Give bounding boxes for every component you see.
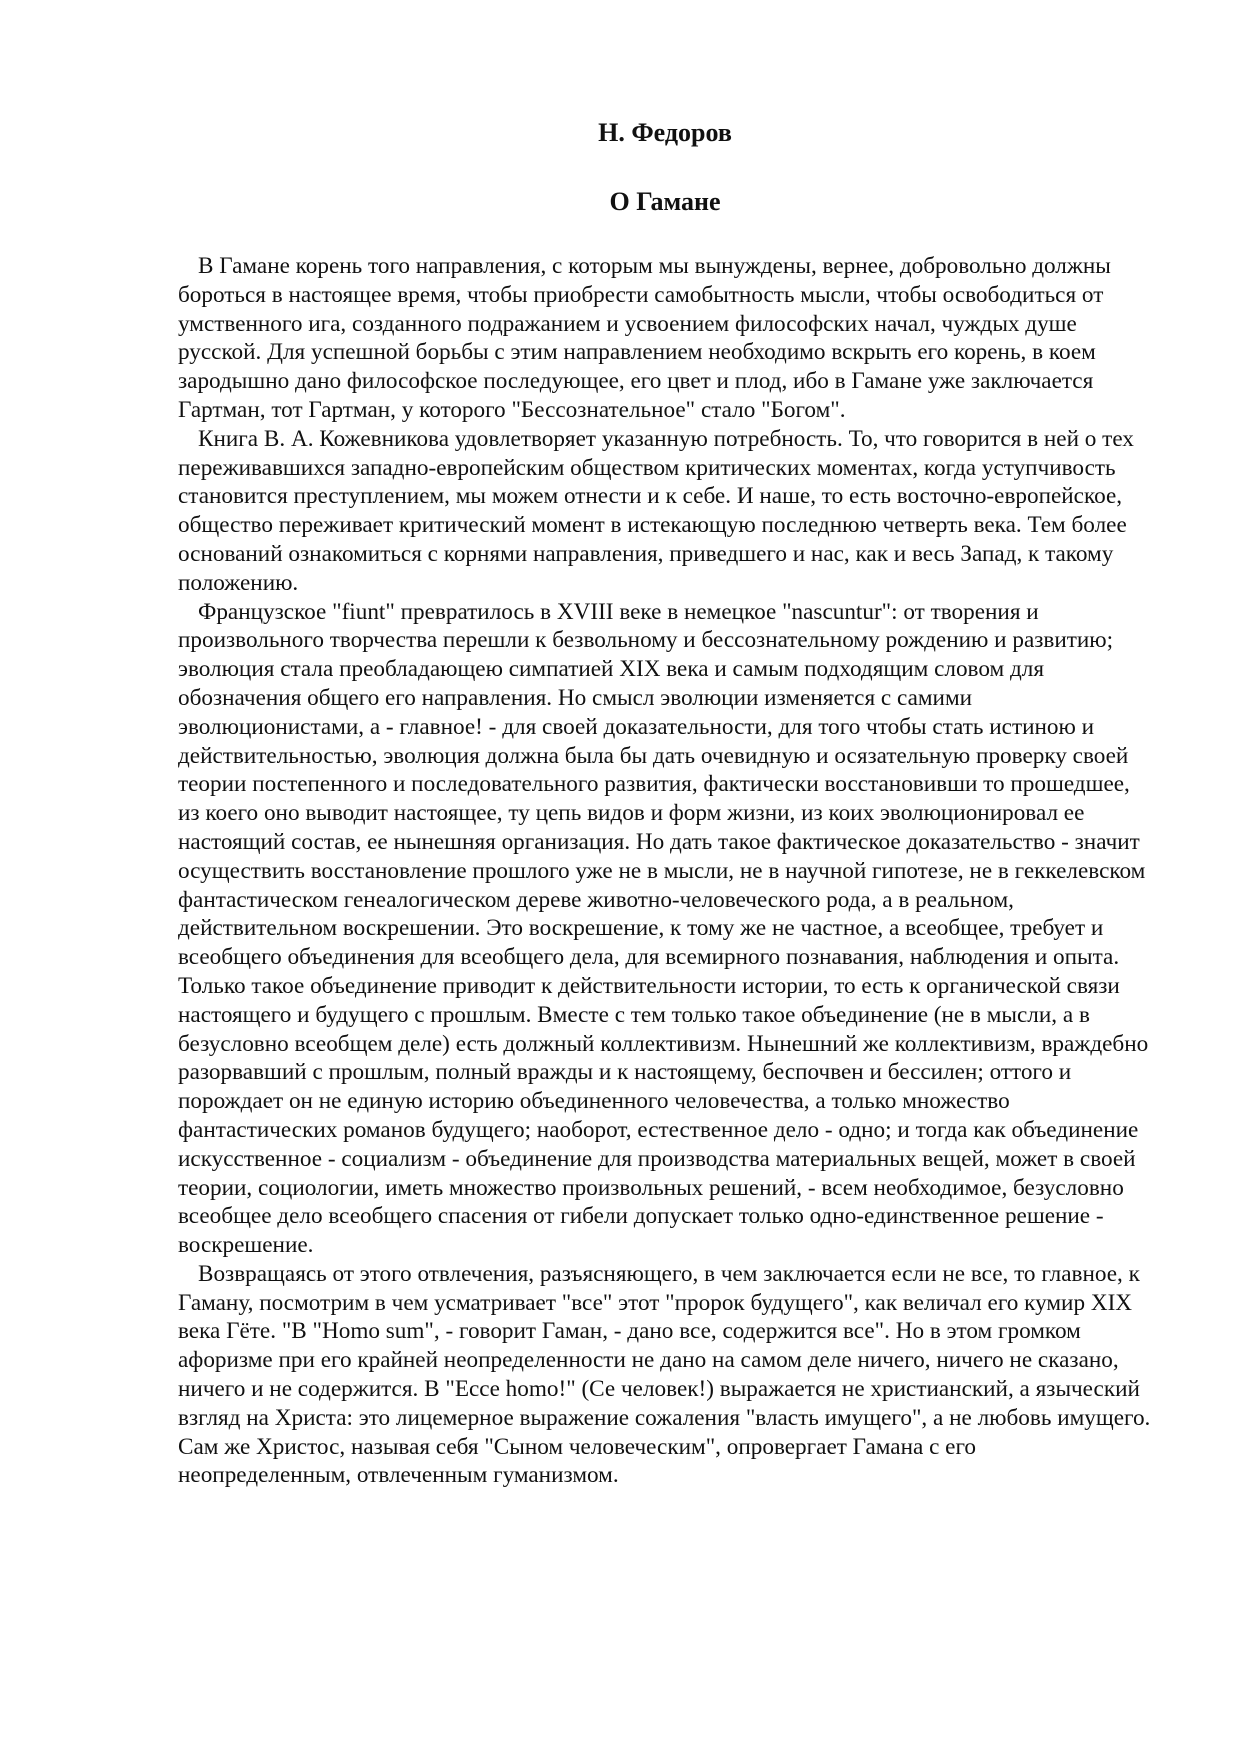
- author-heading: Н. Федоров: [598, 118, 732, 147]
- paragraph-2: Книга В. А. Кожевникова удовлетворяет указанную потребность. То, что говорится в ней о тех переживавшихся западно-европейским обществом критических моментах, когда уступчивость становится преступлением, мы можем отнести и к себе. И наше, то есть восточно-европейское, общество переживает критический момент в истекающую последнюю четверть века. Тем более оснований ознакомиться с корнями направления, приведшего и нас, как и весь Запад, к такому положению.: [178, 425, 1134, 596]
- article-title: О Гамане: [609, 187, 721, 216]
- paragraph-1: В Гамане корень того направления, с которым мы вынуждены, вернее, добровольно должны бороться в настоящее время, чтобы приобрести самобытность мысли, чтобы освободиться от умственного ига, созданного подражанием и усвоением философских начал, чуждых душе русской. Для успешной борьбы с этим направлением необходимо вскрыть его корень, в коем зародышно дано философское последующее, его цвет и плод, ибо в Гамане уже заключается Гартман, тот Гартман, у которого "Бессознательное" стало "Богом".: [178, 253, 1111, 423]
- paragraph-3: Французское "fiunt" превратилось в XVIII веке в немецкое "nascuntur": от творения и произвольного творчества перешли к безвольному и бессознательному рождению и развитию; эволюция стала преобладающею симпатией XIX века и самым подходящим словом для обозначения общего его направления. Но смысл эволюции изменяется с самими эволюционистами, а - главное! - для своей доказательности, для того чтобы стать истиною и действительностью, эволюция должна была бы дать очевидную и осязательную проверку своей теории постепенного и последовательного развития, фактически восстановивши то прошедшее, из коего оно выводит настоящее, ту цепь видов и форм жизни, из коих эволюционировал ее настоящий состав, ее нынешняя организация. Но дать такое фактическое доказательство - значит осуществить восстановление прошлого уже не в мысли, не в научной гипотезе, не в геккелевском фантастическом генеалогическом дереве животно-человеческого рода, а в реальном, действительном воскрешении. Это воскрешение, к тому же не частное, а всеобщее, требует и всеобщего объединения для всеобщего дела, для всемирного познавания, наблюдения и опыта. Только такое объединение приводит к действительности истории, то есть к органической связи настоящего и будущего с прошлым. Вместе с тем только такое объединение (не в мысли, а в безусловно всеобщем деле) есть должный коллективизм. Нынешний же коллективизм, враждебно разорвавший с прошлым, полный вражды и к настоящему, беспочвен и бессилен; оттого и порождает он не единую историю объединенного человечества, а только множество фантастических романов будущего; наоборот, естественное дело - одно; и тогда как объединение искусственное - социализм - объединение для производства материальных вещей, может в своей теории, социологии, иметь множество произвольных решений, - всем необходимое, безусловно всеобщее дело всеобщего спасения от гибели допускает только одно-единственное решение - воскрешение.: [178, 598, 1149, 1259]
- paragraph-4: Возвращаясь от этого отвлечения, разъясняющего, в чем заключается если не все, то главное, к Гаману, посмотрим в чем усматривает "все" этот "пророк будущего", как величал его кумир XIX века Гёте. "В "Homo sum", - говорит Гаман, - дано все, содержится все". Но в этом громком афоризме при его крайней неопределенности не дано на самом деле ничего, ничего не сказано, ничего и не содержится. В "Ecce homo!" (Се человек!) выражается не христианский, а языческий взгляд на Христа: это лицемерное выражение сожаления "власть имущего", а не любовь имущего. Сам же Христос, называя себя "Сыном человеческим", опровергает Гамана с его неопределенным, отвлеченным гуманизмом.: [178, 1260, 1151, 1489]
- article-body: [178, 252, 1154, 1490]
